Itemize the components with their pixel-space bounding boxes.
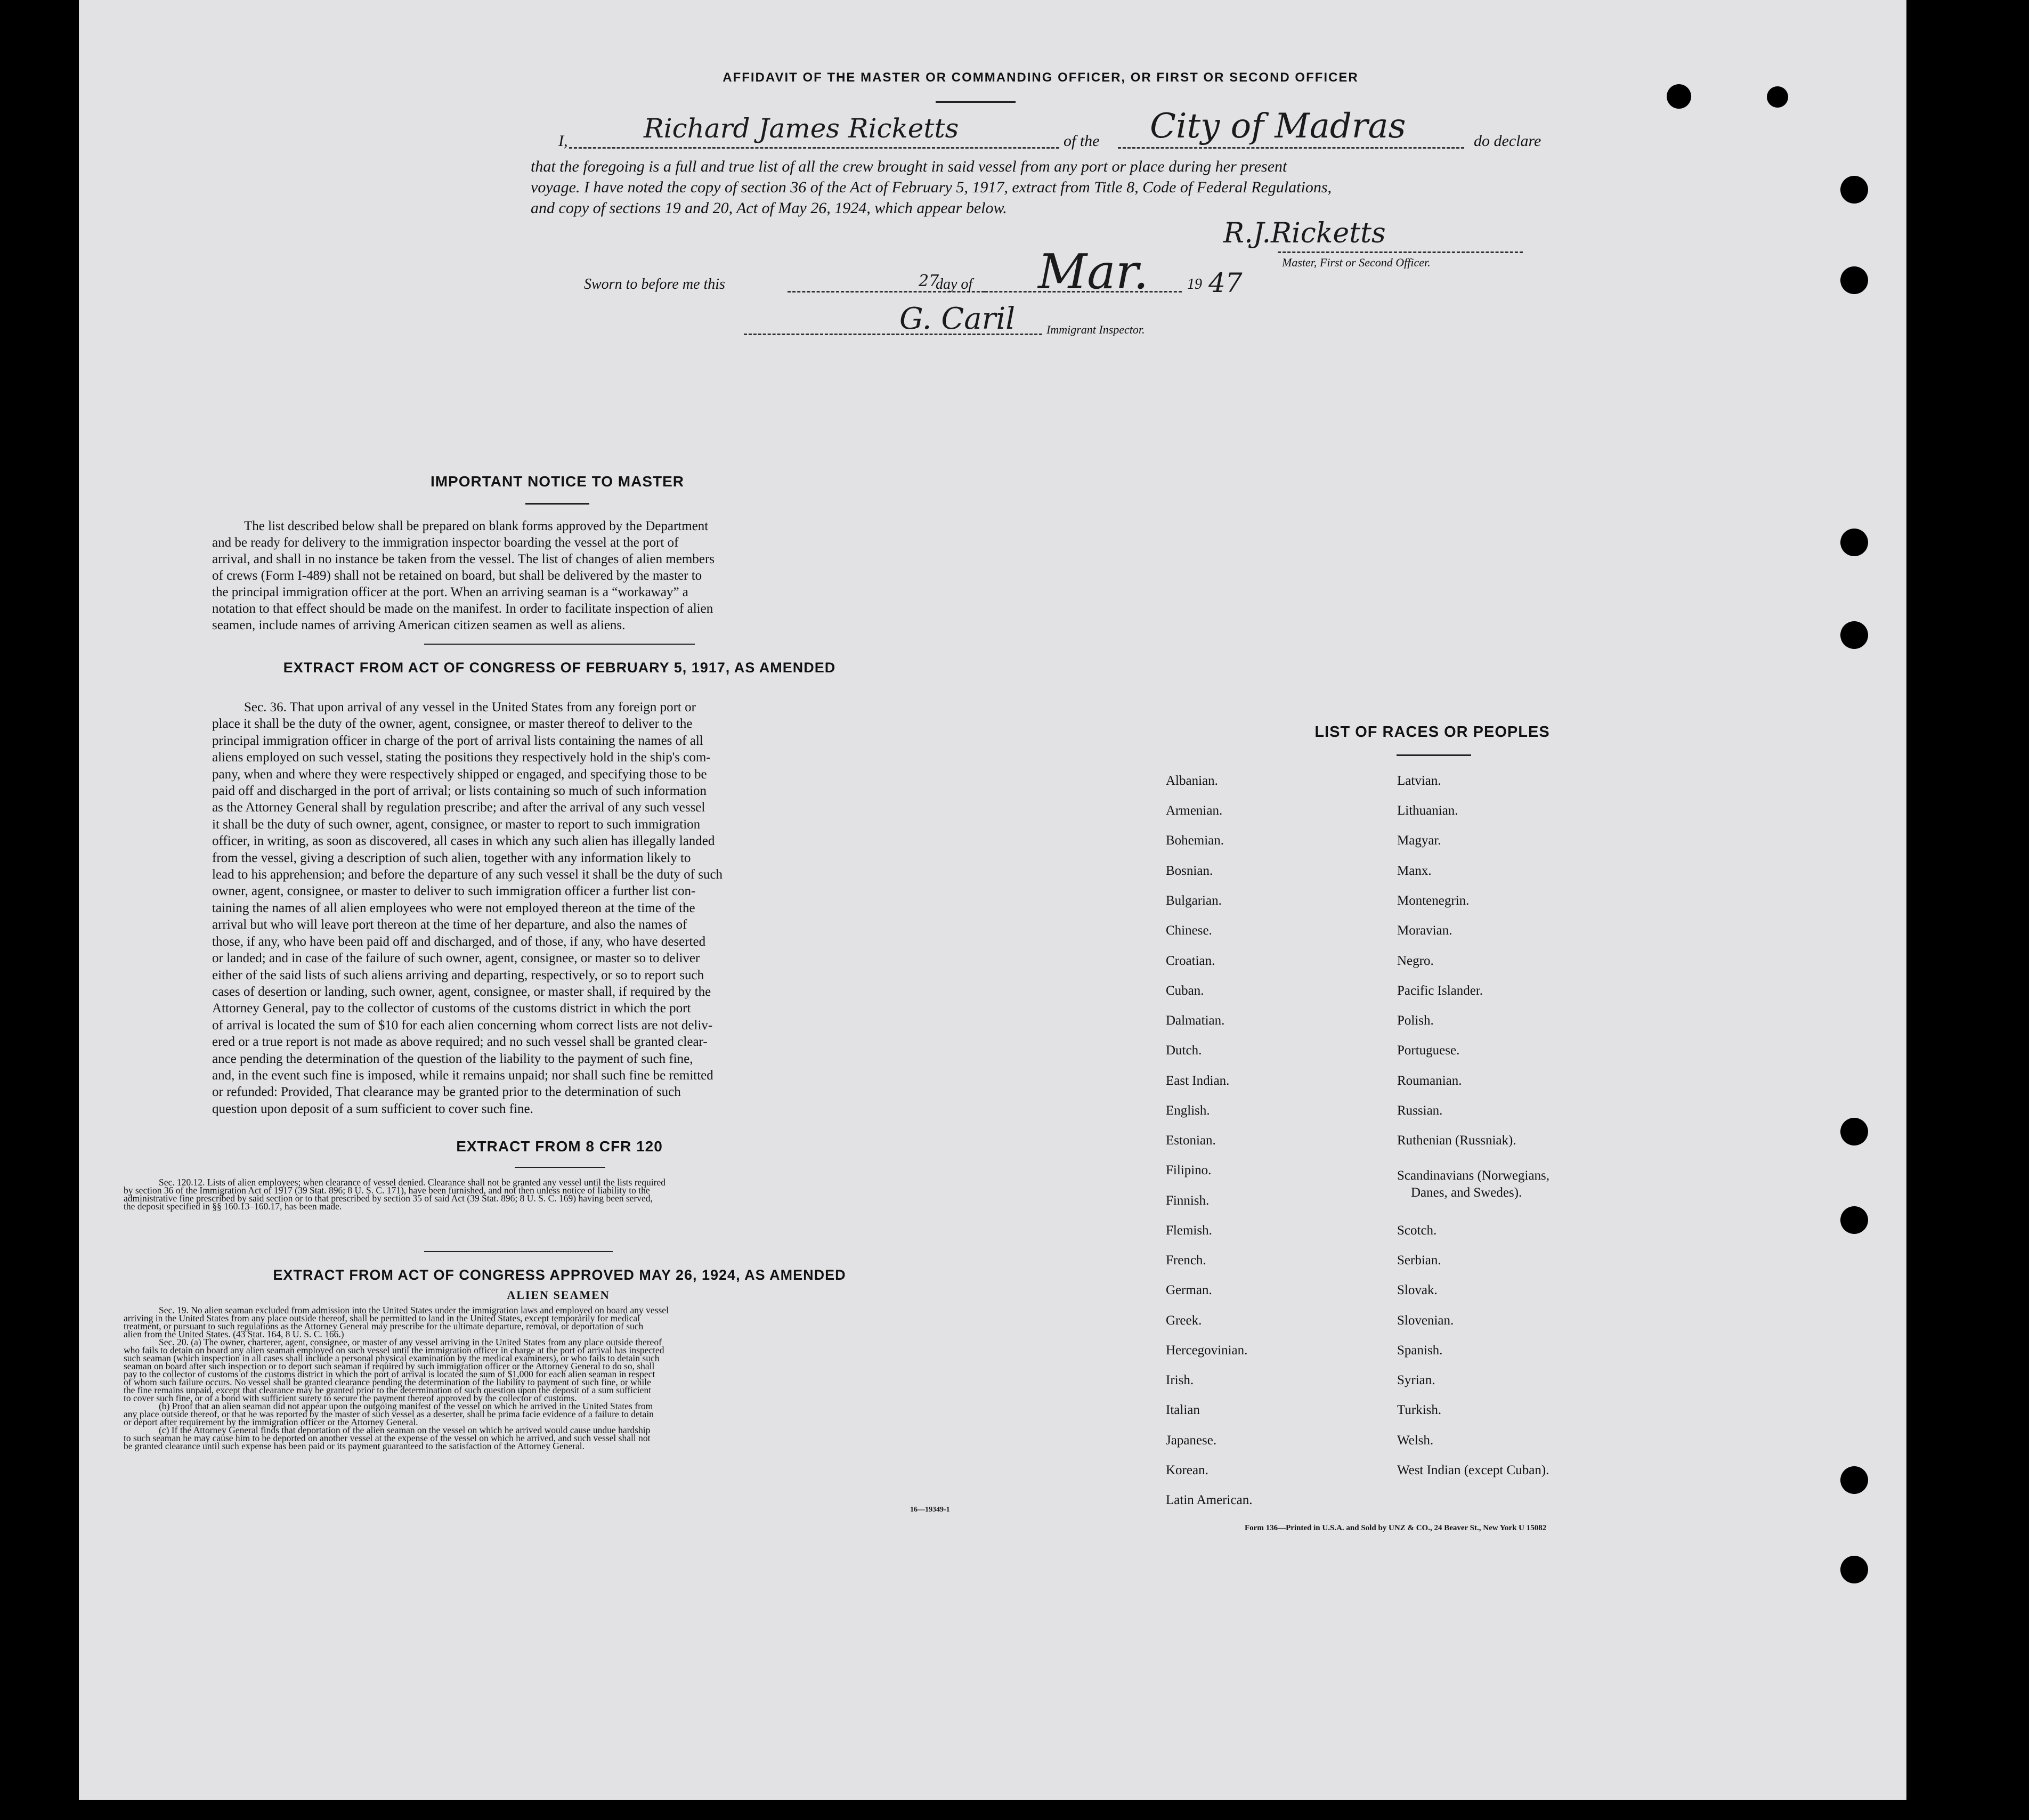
punch-hole-icon xyxy=(1840,176,1868,204)
notice-line: of crews (Form I-489) shall not be retained on board, but shall be delivered by the master to xyxy=(212,568,702,583)
extract-1917-line: ance pending the determination of the question of the liability to the payment of such fine, xyxy=(212,1051,693,1066)
race-left: Finnish. xyxy=(1166,1193,1210,1208)
master-name: Richard James Ricketts xyxy=(644,113,959,144)
notice-title: IMPORTANT NOTICE TO MASTER xyxy=(430,473,685,490)
form-code: 16—19349-1 xyxy=(910,1506,950,1514)
extract-1924-line: the fine remains unpaid, except that clearance may be granted prior to the determination of such question upon the deposit of a sum sufficient xyxy=(124,1385,652,1395)
extract-1917-line: from the vessel, giving a description of such alien, together with any information likely to xyxy=(212,850,691,865)
extract-1917-line: officer, in writing, as soon as discovered, all cases in which any such alien has illegally landed xyxy=(212,834,715,849)
race-left: Armenian. xyxy=(1166,803,1223,818)
extract-1924-line: of whom such failure occurs. No vessel shall be granted clearance pending the determination of the liability to payment of such fine, or while xyxy=(124,1377,651,1387)
extract-1924-line: treatment, or pursuant to such regulations as the Attorney General may prescribe for the ultimate departure, removal, or deportation of such xyxy=(124,1321,644,1331)
vessel-line xyxy=(1118,147,1464,149)
year-prefix: 19 xyxy=(1187,276,1202,292)
race-right: Latvian. xyxy=(1397,774,1441,788)
race-left: Estonian. xyxy=(1166,1133,1216,1148)
punch-hole-icon xyxy=(1840,1556,1868,1583)
extract-1917-line: aliens employed on such vessel, stating the positions they respectively hold in the ship's com- xyxy=(212,750,711,765)
extract-cfr-line: Sec. 120.12. Lists of alien employees; when clearance of vessel denied. Clearance shall not be granted any vessel until the lists required xyxy=(159,1177,666,1188)
affidavit-line-4: and copy of sections 19 and 20, Act of May 26, 1924, which appear below. xyxy=(531,199,1007,217)
race-left: Italian xyxy=(1166,1403,1200,1417)
extract-1924-line: seaman on board after such inspection or to deport such seaman if required by such immigration officer or the Attorney General to do so, shall xyxy=(124,1361,655,1371)
race-left: Albanian. xyxy=(1166,774,1218,788)
document-page xyxy=(79,0,1906,1800)
punch-hole-icon xyxy=(1840,621,1868,649)
extract-1917-line: ered or a true report is not made as above required; and no such vessel shall be granted clear- xyxy=(212,1035,708,1050)
race-left: Japanese. xyxy=(1166,1433,1217,1448)
race-right: Slovenian. xyxy=(1397,1313,1454,1328)
sworn-day: 27 xyxy=(919,272,939,290)
master-caption: Master, First or Second Officer. xyxy=(1282,256,1431,269)
divider xyxy=(424,644,695,645)
race-right: Serbian. xyxy=(1397,1253,1441,1268)
extract-1924-line: such seaman (which inspection in all cases shall include a personal physical examination by the medical examiners), or who fails to detain such xyxy=(124,1353,660,1363)
year-suffix: 47 xyxy=(1208,267,1243,298)
race-right: Portuguese. xyxy=(1397,1043,1460,1058)
race-right: West Indian (except Cuban). xyxy=(1397,1463,1549,1477)
race-right: Magyar. xyxy=(1397,833,1441,848)
race-left: English. xyxy=(1166,1103,1210,1118)
form-footer: Form 136—Printed in U.S.A. and Sold by UNZ & CO., 24 Beaver St., New York U 15082 xyxy=(1245,1524,1547,1532)
divider xyxy=(936,101,1016,103)
extract-1917-line: question upon deposit of a sum sufficient to cover such fine. xyxy=(212,1101,533,1116)
extract-1924-line: any place outside thereof, or that he was reported by the master of such vessel as a deserter, shall be prima facie evidence of a failure to detain xyxy=(124,1409,654,1419)
name-line xyxy=(569,147,1059,149)
extract-1924-line: (b) Proof that an alien seaman did not appear upon the outgoing manifest of the vessel on which he arrived in the United States from xyxy=(159,1401,653,1411)
race-left: Croatian. xyxy=(1166,954,1215,968)
race-right: Negro. xyxy=(1397,954,1434,968)
race-left: Cuban. xyxy=(1166,984,1204,998)
extract-cfr-line: the deposit specified in §§ 160.13–160.17, has been made. xyxy=(124,1201,342,1212)
races-title: LIST OF RACES OR PEOPLES xyxy=(1314,724,1550,741)
extract-1917-line: as the Attorney General shall by regulation prescribe; and after the arrival of any such vessel xyxy=(212,800,705,815)
extract-1917-line: and, in the event such fine is imposed, while it remains unpaid; nor shall such fine be remitted xyxy=(212,1068,713,1083)
race-left: East Indian. xyxy=(1166,1074,1230,1088)
race-left: French. xyxy=(1166,1253,1206,1268)
race-right: Montenegrin. xyxy=(1397,893,1470,908)
extract-1924-line: to cover such fine, or of a bond with sufficient surety to secure the payment thereof approved by the collector of customs. xyxy=(124,1393,577,1403)
race-right: Pacific Islander. xyxy=(1397,984,1483,998)
race-left: Hercegovinian. xyxy=(1166,1343,1248,1358)
race-left: Bohemian. xyxy=(1166,833,1224,848)
notice-line: and be ready for delivery to the immigration inspector boarding the vessel at the port of xyxy=(212,535,679,550)
race-left: Korean. xyxy=(1166,1463,1208,1477)
race-right: Moravian. xyxy=(1397,923,1452,938)
punch-hole-icon xyxy=(1767,86,1788,108)
extract-1917-body xyxy=(212,699,907,1117)
master-signature: R.J.Ricketts xyxy=(1223,217,1386,249)
signature-line xyxy=(1278,251,1523,253)
race-left: German. xyxy=(1166,1283,1212,1297)
affidavit-line-2: that the foregoing is a full and true list of all the crew brought in said vessel from any port or place during her present xyxy=(531,158,1287,175)
sworn-month: Mar. xyxy=(1038,244,1149,300)
extract-1924-line: Sec. 20. (a) The owner, charterer, agent, consignee, or master of any vessel arriving in the United States from any place outside thereof xyxy=(159,1337,662,1347)
extract-1917-line: Sec. 36. That upon arrival of any vessel in the United States from any foreign port or xyxy=(244,700,696,714)
extract-1924-line: who fails to detain on board any alien seaman employed on such vessel until the immigration officer in charge at the port of arrival has inspected xyxy=(124,1345,664,1355)
notice-line: seamen, include names of arriving American citizen seamen as well as aliens. xyxy=(212,618,626,632)
race-right: Polish. xyxy=(1397,1013,1434,1028)
punch-hole-icon xyxy=(1840,1206,1868,1234)
punch-hole-icon xyxy=(1667,84,1691,109)
race-right: Russian. xyxy=(1397,1103,1443,1118)
inspector-caption: Immigrant Inspector. xyxy=(1046,323,1145,336)
extract-1924-body xyxy=(124,1306,995,1450)
extract-1917-line: lead to his apprehension; and before the departure of any such vessel it shall be the duty of such xyxy=(212,867,723,882)
extract-cfr-body xyxy=(124,1179,995,1210)
race-right: Syrian. xyxy=(1397,1373,1435,1387)
extract-1917-line: of arrival is located the sum of $10 for each alien concerning whom correct lists are not deliv- xyxy=(212,1018,713,1033)
affidavit-of-the: of the xyxy=(1064,132,1100,150)
race-right: Ruthenian (Russniak). xyxy=(1397,1133,1516,1148)
divider xyxy=(424,1251,613,1252)
extract-1917-line: either of the said lists of such aliens arriving and departing, respectively, or so to report such xyxy=(212,968,704,982)
divider xyxy=(1397,754,1471,756)
extract-1917-line: it shall be the duty of such owner, agent, consignee, or master to report to such immigration xyxy=(212,817,701,832)
race-right: Spanish. xyxy=(1397,1343,1443,1358)
punch-hole-icon xyxy=(1840,266,1868,294)
divider xyxy=(525,503,589,505)
vessel-name: City of Madras xyxy=(1150,107,1406,146)
sworn-label: Sworn to before me this xyxy=(584,276,725,292)
extract-1917-line: taining the names of all alien employees who were not employed thereon at the time of the xyxy=(212,900,695,915)
extract-1917-line: pany, when and where they were respectively shipped or engaged, and specifying those to be xyxy=(212,767,707,782)
extract-1924-line: arriving in the United States from any place outside thereof, shall be permitted to land in the United States, except temporarily for medical xyxy=(124,1313,640,1323)
notice-line: the principal immigration officer at the port. When an arriving seaman is a “workaway” a xyxy=(212,585,688,599)
notice-line: arrival, and shall in no instance be taken from the vessel. The list of changes of alien members xyxy=(212,552,715,566)
extract-1924-title: EXTRACT FROM ACT OF CONGRESS APPROVED MAY 26, 1924, AS AMENDED xyxy=(273,1267,846,1283)
race-left: Dalmatian. xyxy=(1166,1013,1225,1028)
race-left: Bosnian. xyxy=(1166,864,1213,878)
extract-1924-line: be granted clearance until such expense has been paid or its payment guaranteed to the satisfaction of the Attorney General. xyxy=(124,1441,585,1451)
affidavit-line-3: voyage. I have noted the copy of section 36 of the Act of February 5, 1917, extract from Title 8, Code of Federal Regulations, xyxy=(531,178,1332,196)
affidavit-i-label: I, xyxy=(558,132,568,150)
race-right: Scandinavians (Norwegians, xyxy=(1397,1168,1550,1183)
affidavit-do-declare: do declare xyxy=(1474,132,1541,150)
extract-1924-line: to such seaman he may cause him to be deported on another vessel at the expense of the vessel on which he arrived, and such vessel shall not xyxy=(124,1433,651,1443)
extract-cfr-title: EXTRACT FROM 8 CFR 120 xyxy=(456,1138,663,1155)
race-left: Latin American. xyxy=(1166,1493,1253,1507)
race-left: Filipino. xyxy=(1166,1163,1212,1177)
extract-1917-line: Attorney General, pay to the collector of customs of the customs district in which the port xyxy=(212,1001,691,1016)
race-left: Irish. xyxy=(1166,1373,1194,1387)
race-right: Roumanian. xyxy=(1397,1074,1462,1088)
race-left: Greek. xyxy=(1166,1313,1202,1328)
extract-1924-subtitle: ALIEN SEAMEN xyxy=(507,1288,610,1302)
race-right: Manx. xyxy=(1397,864,1432,878)
notice-line: The list described below shall be prepared on blank forms approved by the Department xyxy=(244,519,709,533)
race-left: Flemish. xyxy=(1166,1223,1212,1238)
punch-hole-icon xyxy=(1840,1466,1868,1494)
inspector-signature: G. Caril xyxy=(899,302,1016,336)
extract-1917-line: owner, agent, consignee, or master to deliver to such immigration officer a further list con- xyxy=(212,884,696,899)
race-right: Slovak. xyxy=(1397,1283,1438,1297)
race-right: Welsh. xyxy=(1397,1433,1434,1448)
extract-1917-line: place it shall be the duty of the owner, agent, consignee, or master thereof to deliver to the xyxy=(212,717,693,732)
race-right: Danes, and Swedes). xyxy=(1411,1185,1522,1200)
extract-1924-line: pay to the collector of customs of the customs district in which the port of arrival is located the sum of $1,000 for each alien seaman in respect xyxy=(124,1369,655,1379)
extract-1917-title: EXTRACT FROM ACT OF CONGRESS OF FEBRUARY 5, 1917, AS AMENDED xyxy=(283,660,836,676)
race-right: Lithuanian. xyxy=(1397,803,1458,818)
extract-1917-line: paid off and discharged in the port of arrival; or lists containing so much of such information xyxy=(212,784,707,799)
punch-hole-icon xyxy=(1840,1118,1868,1145)
extract-1917-line: cases of desertion or landing, such owner, agent, consignee, or master shall, if required by the xyxy=(212,984,711,999)
divider xyxy=(515,1167,605,1168)
extract-1924-line: or deport after requirement by the immigration officer or the Attorney General. xyxy=(124,1417,418,1427)
race-left: Bulgarian. xyxy=(1166,893,1222,908)
notice-body xyxy=(212,518,907,633)
extract-cfr-line: by section 36 of the Immigration Act of 1917 (39 Stat. 896; 8 U. S. C. 171), have been furnished, and not then unless notice of liability to the xyxy=(124,1185,650,1196)
race-left: Dutch. xyxy=(1166,1043,1202,1058)
notice-line: notation to that effect should be made on the manifest. In order to facilitate inspection of alien xyxy=(212,602,713,616)
extract-cfr-line: administrative fine prescribed by said section or to that prescribed by section 35 of said Act (39 Stat. 896; 8 U. S. C. 169) having been served, xyxy=(124,1193,653,1204)
extract-1917-line: or landed; and in case of the failure of such owner, agent, consignee, or master so to deliver xyxy=(212,951,700,966)
race-left: Chinese. xyxy=(1166,923,1212,938)
extract-1924-line: (c) If the Attorney General finds that deportation of the alien seaman on the vessel on which he arrived would cause undue hardship xyxy=(159,1425,651,1435)
extract-1917-line: principal immigration officer in charge of the port of arrival lists containing the names of all xyxy=(212,733,703,748)
extract-1924-line: Sec. 19. No alien seaman excluded from admission into the United States under the immigration laws and employed on board any vessel xyxy=(159,1305,669,1315)
race-right: Turkish. xyxy=(1397,1403,1442,1417)
day-of-label: day of xyxy=(936,276,973,292)
extract-1924-line: alien from the United States. (43 Stat. 164, 8 U. S. C. 166.) xyxy=(124,1329,344,1339)
extract-1917-line: those, if any, who have been paid off and discharged, and of those, if any, who have deserted xyxy=(212,934,706,949)
extract-1917-line: arrival but who will leave port thereon at the time of her departure, and also the names of xyxy=(212,917,687,932)
extract-1917-line: or refunded: Provided, That clearance may be granted prior to the determination of such xyxy=(212,1085,681,1100)
punch-hole-icon xyxy=(1840,529,1868,556)
affidavit-title: AFFIDAVIT OF THE MASTER OR COMMANDING OFFICER, OR FIRST OR SECOND OFFICER xyxy=(723,70,1359,85)
race-right: Scotch. xyxy=(1397,1223,1437,1238)
